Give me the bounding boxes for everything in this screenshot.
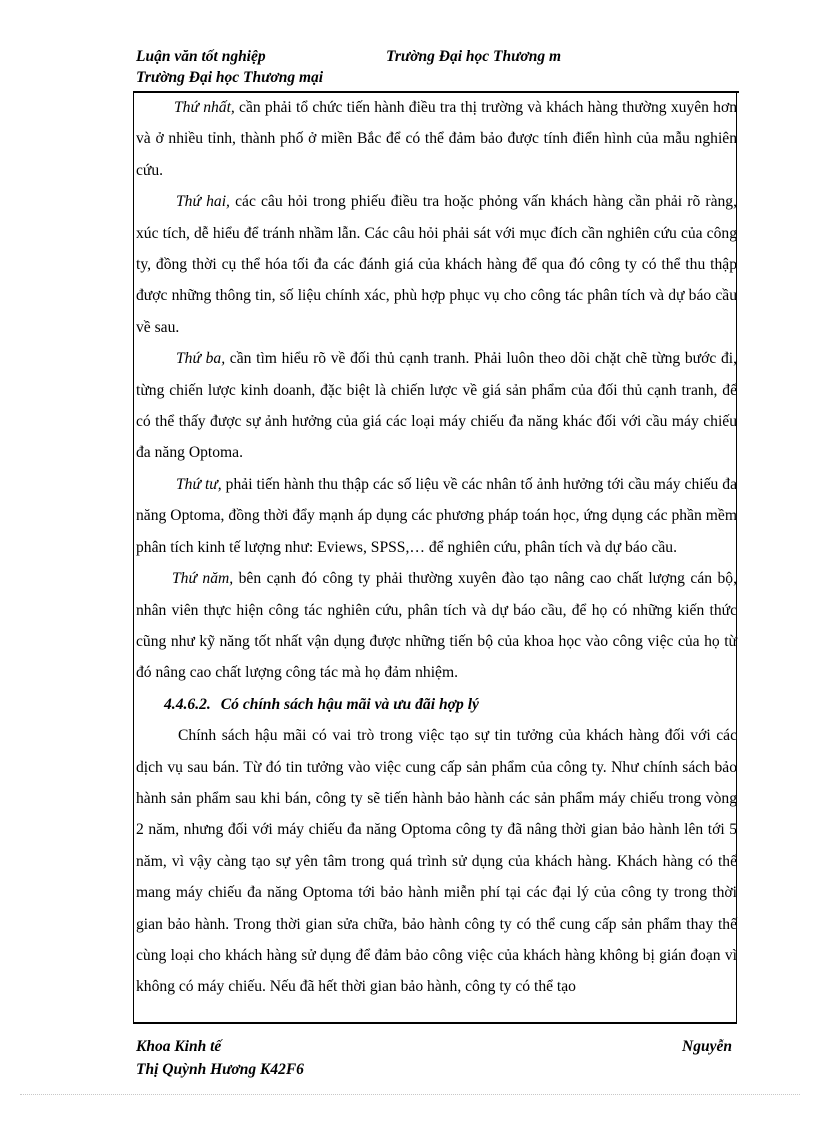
paragraph-fifth-lead: Thứ năm, — [172, 570, 234, 588]
paragraph-after-sales: Chính sách hậu mãi có vai trò trong việc tạo sự tin tưởng của khách hàng đối với các dịch vụ sau bán. Từ đó tin tưởng vào việc cung cấp sản phẩm của công ty. Như chính sách bảo hành sản phẩm sau khi bán, công ty sẽ tiến hành bảo hành các sản phẩm máy chiếu trong vòng 2 năm, nhưng đối với máy chiếu đa năng Optoma công ty đã nâng thời gian bảo hành lên tới 5 năm, vì vậy càng tạo sự yên tâm trong quá trình sử dụng của khách hàng. Khách hàng có thể mang máy chiếu đa năng Optoma tới bảo hành miễn phí tại các đại lý của công ty trong thời gian bảo hành. Trong thời gian sửa chữa, bảo hành công ty có thể cung cấp sản phẩm thay thế cùng loại cho khách hàng sử dụng để đảm bảo công việc của khách hàng không bị gián đoạn vì không có máy chiếu. Nếu đã hết thời gian bảo hành, công ty có thể tạo — [136, 727, 737, 996]
footer-author-surname: Nguyễn — [682, 1038, 732, 1055]
header-thesis-label: Luận văn tốt nghiệp — [136, 48, 266, 65]
paragraph-first — [136, 92, 737, 186]
header-university-name-full: Trường Đại học Thương mại — [136, 69, 324, 86]
paragraph-third-lead: Thứ ba, — [176, 350, 226, 368]
section-title: Có chính sách hậu mãi và ưu đãi hợp lý — [220, 695, 479, 713]
paragraph-first-lead: Thứ nhất, — [174, 99, 235, 116]
paragraph-fifth — [136, 563, 737, 689]
page-header — [134, 46, 740, 90]
paragraph-first-text: cần phải tổ chức tiến hành điều tra thị trường và khách hàng thường xuyên hơn và ở nhiều tỉnh, thành phố ở miền Bắc để có thể đảm bảo được tính điển hình của mẫu nghiên cứu. — [136, 99, 738, 179]
section-heading — [136, 689, 737, 720]
document-body — [136, 92, 737, 1003]
paragraph-fourth-text: phải tiến hành thu thập các số liệu về các nhân tố ảnh hưởng tới cầu máy chiếu đa năng Optoma, đồng thời đẩy mạnh áp dụng các phương pháp toán học, ứng dụng các phần mềm phân tích kinh tế lượng như: Eviews, SPSS,… để nghiên cứu, phân tích và dự báo cầu. — [136, 475, 738, 556]
page-bottom-separator — [20, 1094, 800, 1095]
paragraph-second-lead: Thứ hai, — [176, 193, 230, 211]
footer-author-name: Thị Quỳnh Hương K42F6 — [136, 1061, 304, 1078]
footer-faculty: Khoa Kinh tế — [136, 1038, 222, 1055]
section-number: 4.4.6.2. — [164, 695, 211, 713]
paragraph-second-text: các câu hỏi trong phiếu điều tra hoặc phỏng vấn khách hàng cần phải rõ ràng, xúc tích, dễ hiểu để tránh nhầm lẫn. Các câu hỏi phải sát với mục đích cần nghiên cứu của công ty, đồng thời cụ thể hóa tối đa các đánh giá của khách hàng để qua đó công ty có thể thu thập được những thông tin, số liệu chính xác, phù hợp phục vụ cho công tác phân tích và dự báo cầu về sau. — [136, 193, 738, 336]
header-university-name: Trường Đại học Thương m — [386, 48, 562, 65]
paragraph-third-text: cần tìm hiểu rõ về đối thủ cạnh tranh. Phải luôn theo dõi chặt chẽ từng bước đi, từng chiến lược kinh doanh, đặc biệt là chiến lược về giá sản phẩm của đối thủ cạnh tranh, để có thể thấy được sự ảnh hưởng của giá các loại máy chiếu đa năng khác đối với cầu máy chiếu đa năng Optoma. — [136, 350, 737, 462]
paragraph-fourth — [136, 469, 737, 563]
page-footer — [134, 1035, 740, 1083]
paragraph-fourth-lead: Thứ tư, — [176, 475, 222, 493]
paragraph-third — [136, 343, 737, 469]
paragraph-fifth-text: bên cạnh đó công ty phải thường xuyên đào tạo nâng cao chất lượng cán bộ, nhân viên thực hiện công tác nghiên cứu, phân tích và dự báo cầu, để họ có những kiến thức cũng như kỹ năng tốt nhất vận dụng được những tiến bộ của khoa học vào công việc của họ từ đó nâng cao chất lượng công tác mà họ đảm nhiệm. — [136, 570, 737, 682]
paragraph-second — [136, 186, 737, 343]
